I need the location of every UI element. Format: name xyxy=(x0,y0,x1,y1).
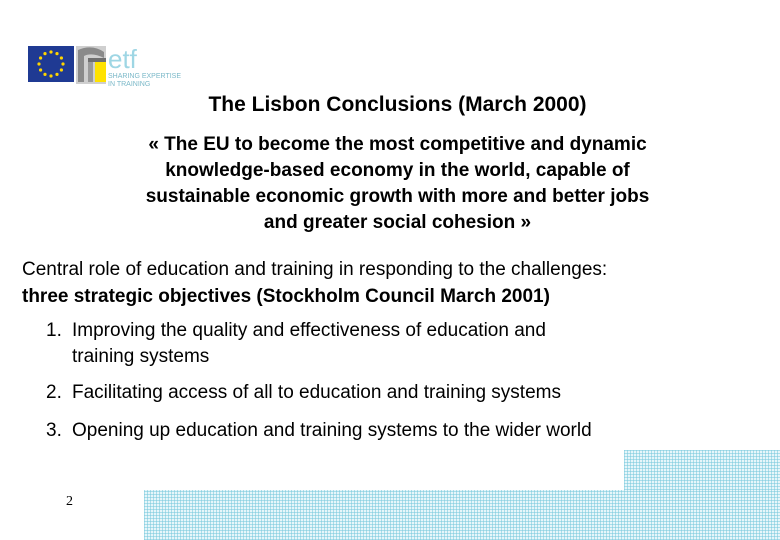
objective-number: 2. xyxy=(46,382,62,403)
objective-text: Improving the quality and effectiveness of education and xyxy=(72,320,546,341)
slide-title: The Lisbon Conclusions (March 2000) xyxy=(208,93,587,116)
objective-number: 3. xyxy=(46,420,62,441)
decorative-grid-pattern xyxy=(144,490,780,540)
quote-line: knowledge-based economy in the world, capable of xyxy=(165,160,630,181)
objective-item xyxy=(46,318,546,370)
intro-line-bold: three strategic objectives (Stockholm Council March 2001) xyxy=(22,286,550,307)
quote-line: and greater social cohesion » xyxy=(263,212,532,233)
objective-item xyxy=(46,380,561,406)
objective-item xyxy=(46,418,592,444)
objective-number: 1. xyxy=(46,320,62,341)
page-number: 2 xyxy=(66,494,73,509)
quote-line: sustainable economic growth with more and better jobs xyxy=(145,186,650,207)
etf-wordmark: etf xyxy=(108,44,137,74)
intro-text xyxy=(22,256,607,310)
objective-text: Opening up education and training systems to the wider world xyxy=(72,420,592,441)
etf-tagline-1: SHARING EXPERTISE xyxy=(108,73,182,80)
quote-line: « The EU to become the most competitive and dynamic xyxy=(148,134,647,155)
objective-text: Facilitating access of all to education and training systems xyxy=(72,382,561,403)
etf-emblem-icon xyxy=(76,46,106,84)
objective-text-continuation: training systems xyxy=(72,346,210,367)
intro-line: Central role of education and training in responding to the challenges: xyxy=(22,259,608,280)
etf-tagline-2: IN TRAINING xyxy=(108,81,151,88)
etf-logo xyxy=(28,38,198,90)
decorative-grid-pattern xyxy=(624,450,780,490)
lisbon-quote xyxy=(0,132,780,236)
